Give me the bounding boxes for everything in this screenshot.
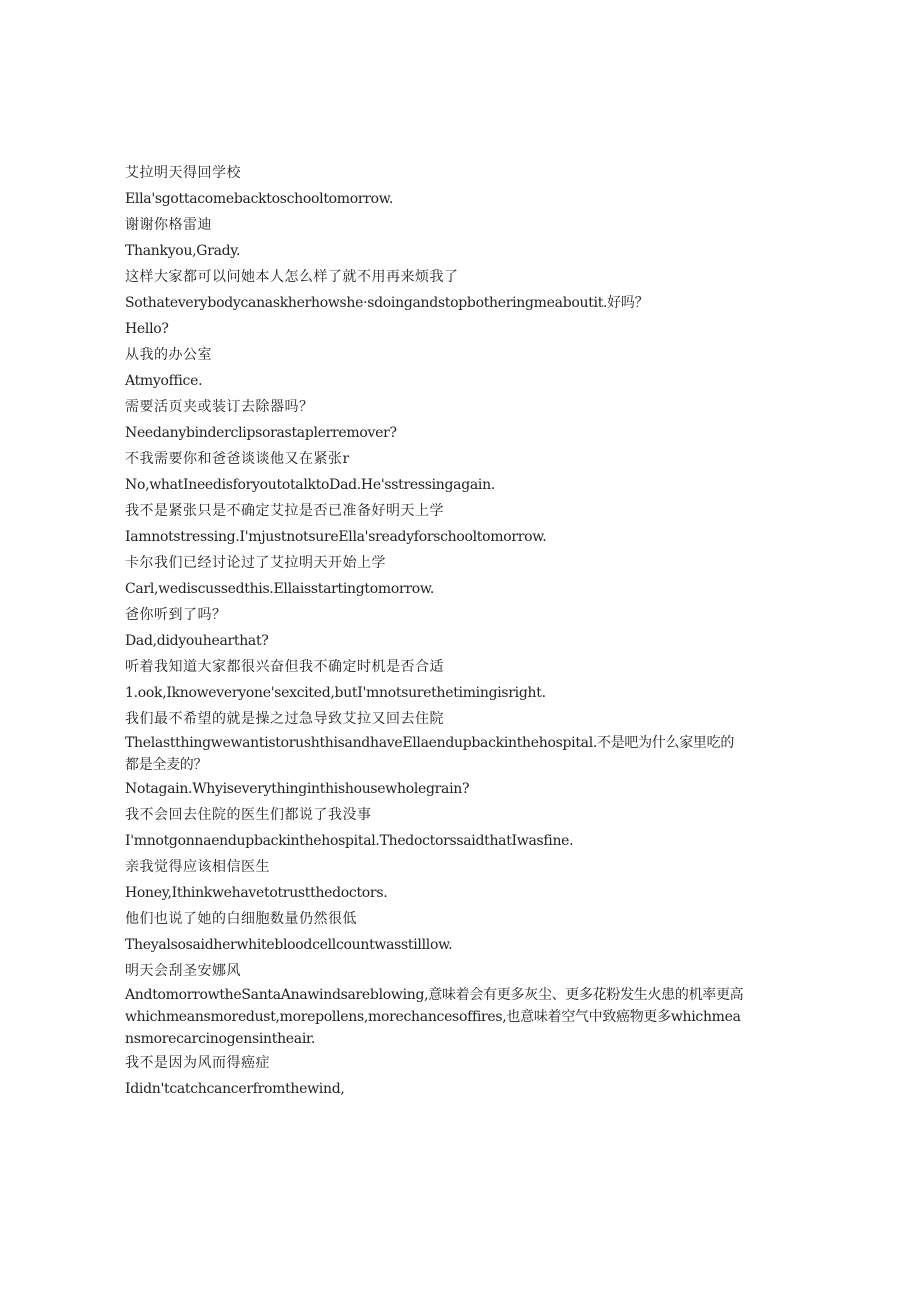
text-line: Ella'sgottacomebacktoschooltomorrow.	[125, 191, 393, 207]
text-line: Carl,wediscussedthis.Ellaisstartingtomorrow.	[125, 581, 435, 597]
text-line: 爸你听到了吗？	[125, 607, 227, 623]
text-line: 艾拉明天得回学校	[125, 165, 241, 181]
document-body	[125, 160, 748, 1102]
text-line: 我不是紧张只是不确定艾拉是否已准备好明天上学	[125, 503, 444, 519]
text-line: 我们最不希望的就是操之过急导致艾拉又回去住院	[125, 711, 444, 727]
text-line: Honey,Ithinkwehavetotrustthedoctors.	[125, 885, 388, 901]
text-line: 1.ook,Iknoweveryone'sexcited,butI'mnotsurethetimingisright.	[125, 685, 546, 701]
text-line: Iamnotstressing.I'mjustnotsureElla'sreadyforschooltomorrow.	[125, 529, 547, 545]
text-line: 我不是因为风而得癌症	[125, 1055, 270, 1071]
text-line: Needanybinderclipsorastaplerremover?	[125, 425, 397, 441]
text-line: 需要活页夹或装订去除器吗？	[125, 399, 314, 415]
text-line: 卡尔我们已经讨论过了艾拉明天开始上学	[125, 555, 386, 571]
text-line: 不我需要你和爸爸谈谈他又在紧张r	[125, 451, 350, 467]
text-line: Hello?	[125, 321, 169, 337]
text-line: 谢谢你格雷迪	[125, 217, 212, 233]
text-line: Atmyoffice.	[125, 373, 203, 389]
text-line: AndtomorrowtheSantaAnawindsareblowing,意味着会有更多灰尘、更多花粉发生火患的机率更高 whichmeansmoredust,morepollens,morechancesoffires,也意味着空气中致癌物更多whichmeansmorecarcinogensintheair.	[125, 987, 748, 1047]
text-line: 听着我知道大家都很兴奋但我不确定时机是否合适	[125, 659, 444, 675]
text-line: 从我的办公室	[125, 347, 212, 363]
text-line: Dad,didyouhearthat?	[125, 633, 269, 649]
text-line: Notagain.Whyiseverythinginthishousewholegrain?	[125, 781, 470, 797]
text-line: Theyalsosaidherwhitebloodcellcountwasstilllow.	[125, 937, 453, 953]
text-line: 我不会回去住院的医生们都说了我没事	[125, 807, 372, 823]
text-line: No,whatIneedisforyoutotalktoDad.He'sstressingagain.	[125, 477, 495, 493]
text-line: 这样大家都可以问她本人怎么样了就不用再来烦我了	[125, 269, 459, 285]
text-line: 亲我觉得应该相信医生	[125, 859, 270, 875]
text-line: Sothateverybodycanaskherhowshe·sdoingandstopbotheringmeaboutit.好吗？	[125, 295, 649, 311]
text-line: 他们也说了她的白细胞数量仍然很低	[125, 911, 357, 927]
text-line: I'mnotgonnaendupbackinthehospital.ThedoctorssaidthatIwasfine.	[125, 833, 574, 849]
text-line: ThelastthingwewantistorushthisandhaveEllaendupbackinthehospital.不是吧为什么家里吃的都是全麦的？	[125, 735, 735, 773]
text-line: Ididn'tcatchcancerfromthewind,	[125, 1081, 345, 1097]
text-line: Thankyou,Grady.	[125, 243, 241, 259]
text-line: 明天会刮圣安娜风	[125, 963, 241, 979]
